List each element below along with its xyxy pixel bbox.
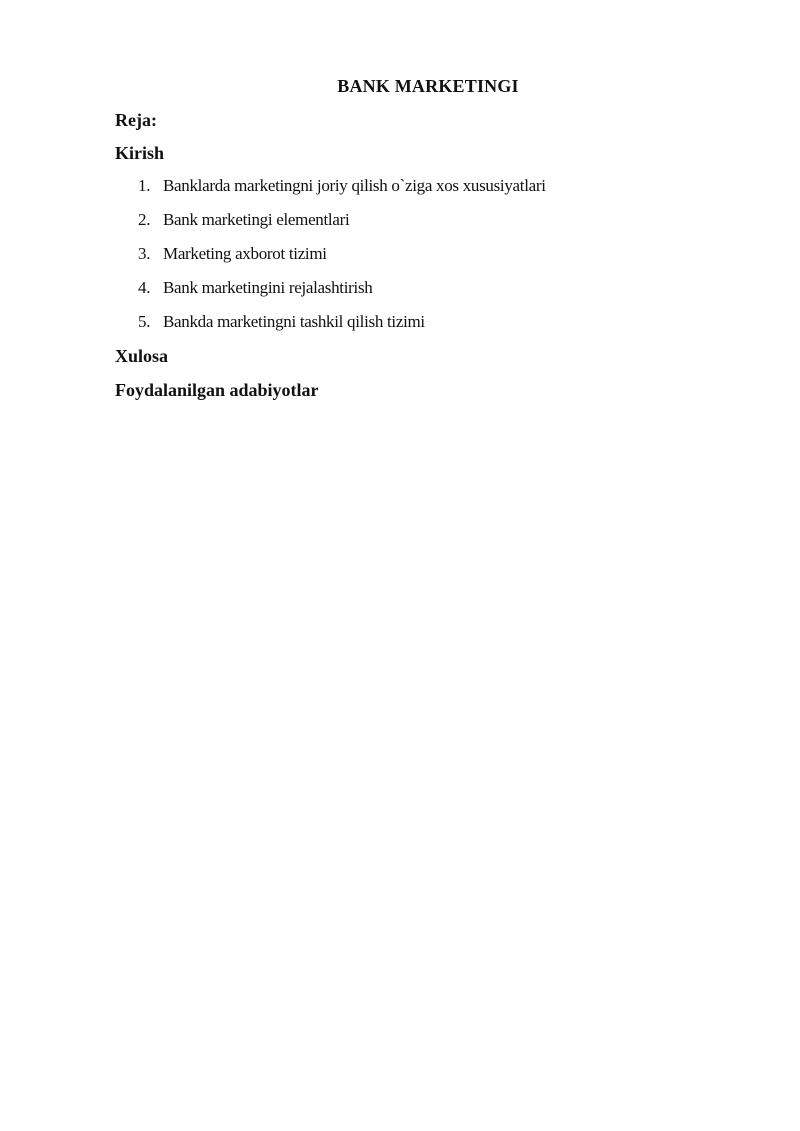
conclusion-heading: Xulosa [115,346,169,366]
list-item-text: Bank marketingini rejalashtirish [163,278,373,297]
list-item-text: Marketing axborot tizimi [163,244,327,263]
plan-list [138,176,546,346]
list-item-text: Bankda marketingni tashkil qilish tizimi [163,312,425,331]
list-item-number: 1. [138,176,151,195]
list-item [138,312,546,346]
list-item-number: 2. [138,210,151,229]
list-item-number: 5. [138,312,151,331]
list-item-number: 4. [138,278,151,297]
plan-heading: Reja: [115,110,157,130]
list-item-text: Banklarda marketingni joriy qilish o`ziga xos xususiyatlari [163,176,546,195]
intro-heading: Kirish [115,143,165,163]
references-heading: Foydalanilgan adabiyotlar [115,380,319,400]
list-item [138,244,546,278]
document-title: BANK MARKETINGI [337,76,519,96]
list-item [138,210,546,244]
list-item [138,278,546,312]
list-item [138,176,546,210]
list-item-number: 3. [138,244,151,263]
list-item-text: Bank marketingi elementlari [163,210,350,229]
